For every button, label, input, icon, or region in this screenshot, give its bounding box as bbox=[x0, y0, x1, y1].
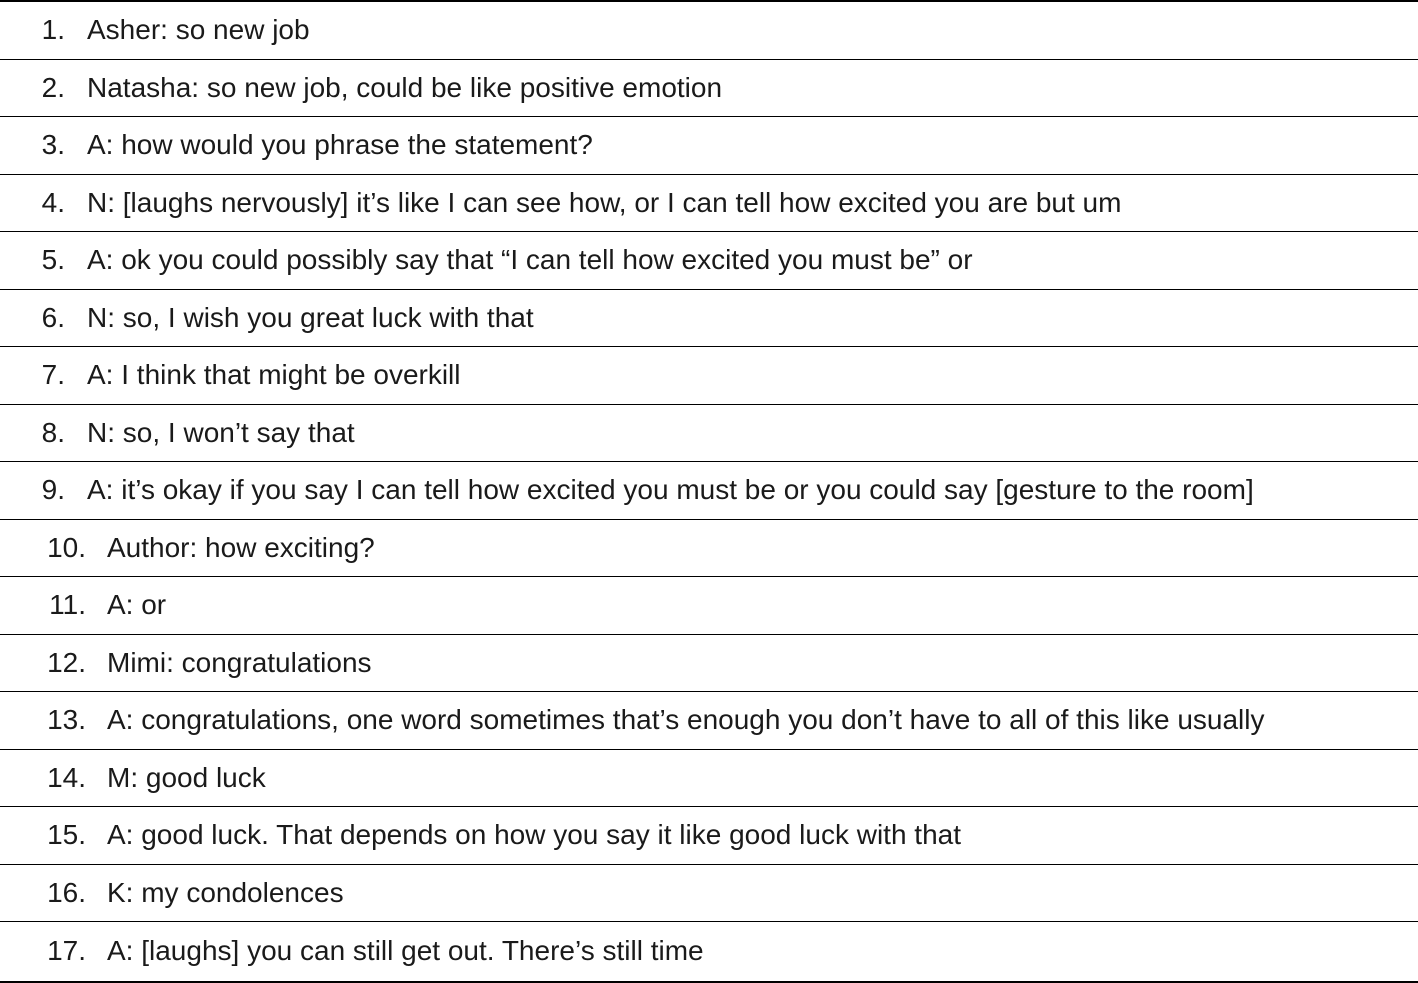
line-number: 5. bbox=[41, 244, 65, 276]
line-number: 7. bbox=[41, 359, 65, 391]
line-text: Natasha: so new job, could be like positive emotion bbox=[87, 71, 723, 103]
line-text: N: so, I won’t say that bbox=[87, 416, 355, 448]
line-number: 14. bbox=[47, 761, 86, 793]
line-text: M: good luck bbox=[107, 761, 266, 793]
line-text: A: good luck. That depends on how you say it like good luck with that bbox=[107, 819, 961, 851]
line-text: A: [laughs] you can still get out. There’s still time bbox=[107, 934, 704, 966]
transcript-line-15 bbox=[0, 807, 1418, 865]
transcript-line-8 bbox=[0, 405, 1418, 463]
transcript-line-5 bbox=[0, 232, 1418, 290]
line-text: A: how would you phrase the statement? bbox=[87, 129, 593, 161]
transcript-line-17 bbox=[0, 922, 1418, 980]
line-number: 4. bbox=[41, 186, 65, 218]
transcript-line-14 bbox=[0, 750, 1418, 808]
line-text: N: [laughs nervously] it’s like I can see how, or I can tell how excited you are but um bbox=[87, 186, 1122, 218]
line-text: Mimi: congratulations bbox=[107, 646, 372, 678]
transcript-line-16 bbox=[0, 865, 1418, 923]
line-number: 10. bbox=[47, 531, 86, 563]
line-text: K: my condolences bbox=[107, 876, 344, 908]
line-text: Author: how exciting? bbox=[107, 531, 375, 563]
line-text: A: congratulations, one word sometimes that’s enough you don’t have to all of this like usually bbox=[107, 704, 1265, 736]
line-text: N: so, I wish you great luck with that bbox=[87, 301, 534, 333]
transcript-line-10 bbox=[0, 520, 1418, 578]
transcript-line-6 bbox=[0, 290, 1418, 348]
line-number: 8. bbox=[41, 416, 65, 448]
line-text: A: it’s okay if you say I can tell how excited you must be or you could say [gesture to the room] bbox=[87, 474, 1254, 506]
line-number: 11. bbox=[49, 589, 86, 621]
line-text: A: ok you could possibly say that “I can tell how excited you must be” or bbox=[87, 244, 973, 276]
line-text: A: or bbox=[107, 589, 167, 621]
line-text: A: I think that might be overkill bbox=[87, 359, 461, 391]
transcript-line-12 bbox=[0, 635, 1418, 693]
line-number: 9. bbox=[41, 474, 65, 506]
line-number: 17. bbox=[47, 934, 86, 966]
transcript-line-11 bbox=[0, 577, 1418, 635]
line-number: 3. bbox=[41, 129, 65, 161]
line-number: 2. bbox=[41, 71, 65, 103]
transcript-line-2 bbox=[0, 60, 1418, 118]
line-number: 12. bbox=[47, 646, 86, 678]
line-text: Asher: so new job bbox=[87, 14, 310, 46]
line-number: 15. bbox=[47, 819, 86, 851]
transcript-line-1 bbox=[0, 2, 1418, 60]
transcript-line-3 bbox=[0, 117, 1418, 175]
transcript-line-4 bbox=[0, 175, 1418, 233]
line-number: 1. bbox=[41, 14, 65, 46]
transcript-line-7 bbox=[0, 347, 1418, 405]
transcript-line-9 bbox=[0, 462, 1418, 520]
line-number: 13. bbox=[47, 704, 86, 736]
line-number: 6. bbox=[41, 301, 65, 333]
line-number: 16. bbox=[47, 876, 86, 908]
transcript-line-13 bbox=[0, 692, 1418, 750]
